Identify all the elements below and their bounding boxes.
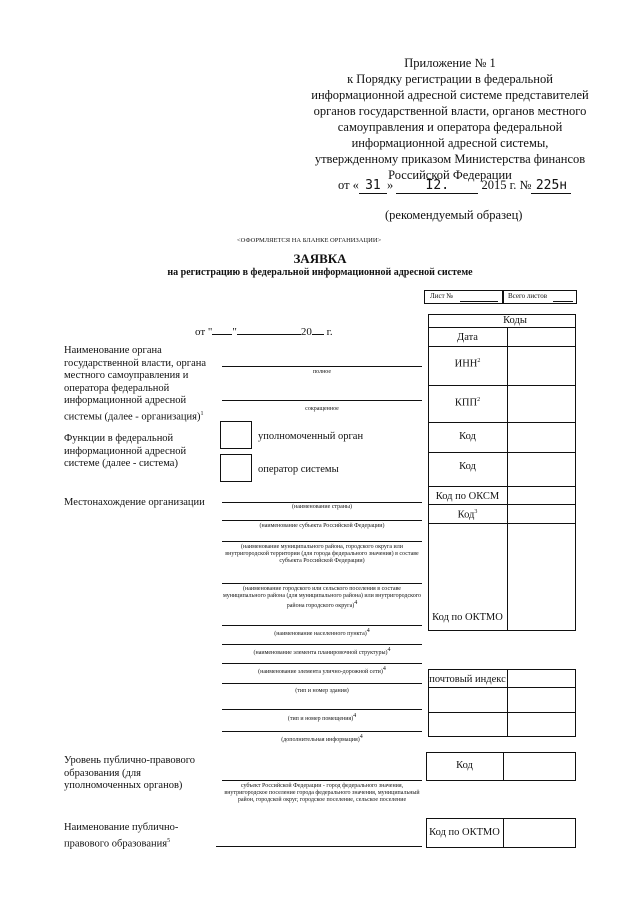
building-field[interactable] (222, 683, 422, 684)
date-day: 31 (359, 178, 387, 194)
full-caption: полное (312, 369, 332, 375)
level-caption: субъект Российской Федерации - город федерального значения, внутригородское поселение города федерального значения, муниципальный район, городской округ, городское поселение, сельское поселение (224, 783, 420, 803)
date-day-field[interactable] (212, 334, 232, 335)
form-note: <ОФОРМЛЯЕТСЯ НА БЛАНКЕ ОРГАНИЗАЦИИ> (237, 237, 382, 244)
oktmo-label: Код по ОКТМО (432, 612, 503, 623)
settlement-caption: (наименование городского или сельского поселения в составе муниципального района (для муниципального района) или внутригородского района городского округа)$^4$ (222, 586, 422, 609)
building-caption: (тип и номер здания) (295, 688, 349, 694)
org-name-label: Наименование органа государственной власти, органа местного самоуправления и оператора федеральной информационной адресной системы (далее - организация)$^1$ (64, 345, 207, 422)
sheets-total-label: Всего листов (508, 292, 548, 300)
page-subtitle: на регистрацию в федеральной информационной адресной системе (167, 267, 473, 278)
org-full-name-field[interactable] (222, 366, 422, 367)
appendix-title: Приложение № 1 (404, 56, 496, 70)
operator-label: оператор системы (258, 464, 339, 475)
settlement-field[interactable] (222, 583, 422, 584)
locality-caption: (наименование населенного пункта)$^4$ (274, 628, 370, 637)
locality-field[interactable] (222, 625, 422, 626)
sheet-number-label: Лист № (430, 292, 454, 300)
appendix-line: органов государственной власти, органов местного (313, 104, 587, 118)
municipal-caption: (наименование муниципального района, городского округа или внутригородской территории (для города федерального значения) в составе субъекта Российской Федерации) (225, 544, 419, 564)
order-date: от « 31 » I2. 2015 г. № 225н (338, 178, 571, 194)
street-caption: (наименование элемента улично-дорожной сети)$^4$ (258, 666, 386, 675)
appendix-header (300, 55, 600, 183)
appendix-line: утвержденному приказом Министерства финансов (314, 152, 586, 166)
subject-caption: (наименование субъекта Российской Федерации) (259, 523, 385, 529)
municipal-field[interactable] (222, 541, 422, 542)
oksm-label: Код по ОКСМ (435, 491, 500, 502)
date-code-label: Дата (457, 332, 478, 343)
application-date: от " " 20 г. (195, 326, 333, 338)
oktmo-label-2: Код по ОКТМО (429, 827, 500, 838)
location-label: Местонахождение организации (64, 497, 205, 508)
operator-checkbox[interactable] (220, 454, 252, 482)
planning-field[interactable] (222, 644, 422, 645)
country-caption: (наименование страны) (291, 504, 353, 510)
short-caption: сокращенное (305, 406, 339, 412)
function-code-label: Код (459, 431, 476, 442)
authorized-checkbox[interactable] (220, 421, 252, 449)
level-field[interactable] (222, 780, 422, 781)
planning-caption: (наименование элемента планировочной структуры)$^4$ (253, 647, 391, 656)
extra-info-field[interactable] (222, 731, 422, 732)
date-year-field[interactable] (312, 334, 324, 335)
appendix-line: самоуправления и оператора федеральной (337, 120, 563, 134)
room-caption: (тип и номер помещения)$^4$ (287, 713, 357, 722)
postal-index-label: почтовый индекс (429, 674, 506, 685)
page-title: ЗАЯВКА (293, 251, 347, 266)
date-month-field[interactable] (237, 334, 301, 335)
kpp-label: КПП$^2$ (454, 397, 481, 409)
appendix-line: информационной адресной системы, (351, 136, 549, 150)
order-number: 225н (531, 178, 571, 194)
authorized-label: уполномоченный орган (258, 431, 364, 442)
appendix-line: информационной адресной системе представителей (311, 88, 589, 102)
level-code-label: Код (456, 760, 473, 771)
public-name-field[interactable] (216, 846, 422, 847)
inn-label: ИНН$^2$ (454, 358, 481, 370)
extra-info-caption: (дополнительная информация)$^4$ (281, 734, 363, 743)
functions-label: Функции в федеральной информационной адресной системе (далее - система) (64, 433, 187, 469)
appendix-line: Российской Федерации (388, 168, 512, 182)
subject-field[interactable] (222, 520, 422, 521)
subject-code-label: Код$^3$ (457, 509, 478, 521)
org-short-name-field[interactable] (222, 400, 422, 401)
date-month: I2. (396, 178, 478, 194)
public-name-label: Наименование публично-правового образования$^5$ (64, 822, 179, 849)
appendix-line: к Порядку регистрации в федеральной (347, 72, 553, 86)
room-field[interactable] (222, 709, 422, 710)
sample-note: (рекомендуемый образец) (385, 208, 523, 222)
level-label: Уровень публично-правового образования (для уполномоченных органов) (64, 755, 196, 791)
country-field[interactable] (222, 502, 422, 503)
street-field[interactable] (222, 663, 422, 664)
function-code-label-2: Код (459, 461, 476, 472)
codes-header: Коды (503, 315, 527, 326)
